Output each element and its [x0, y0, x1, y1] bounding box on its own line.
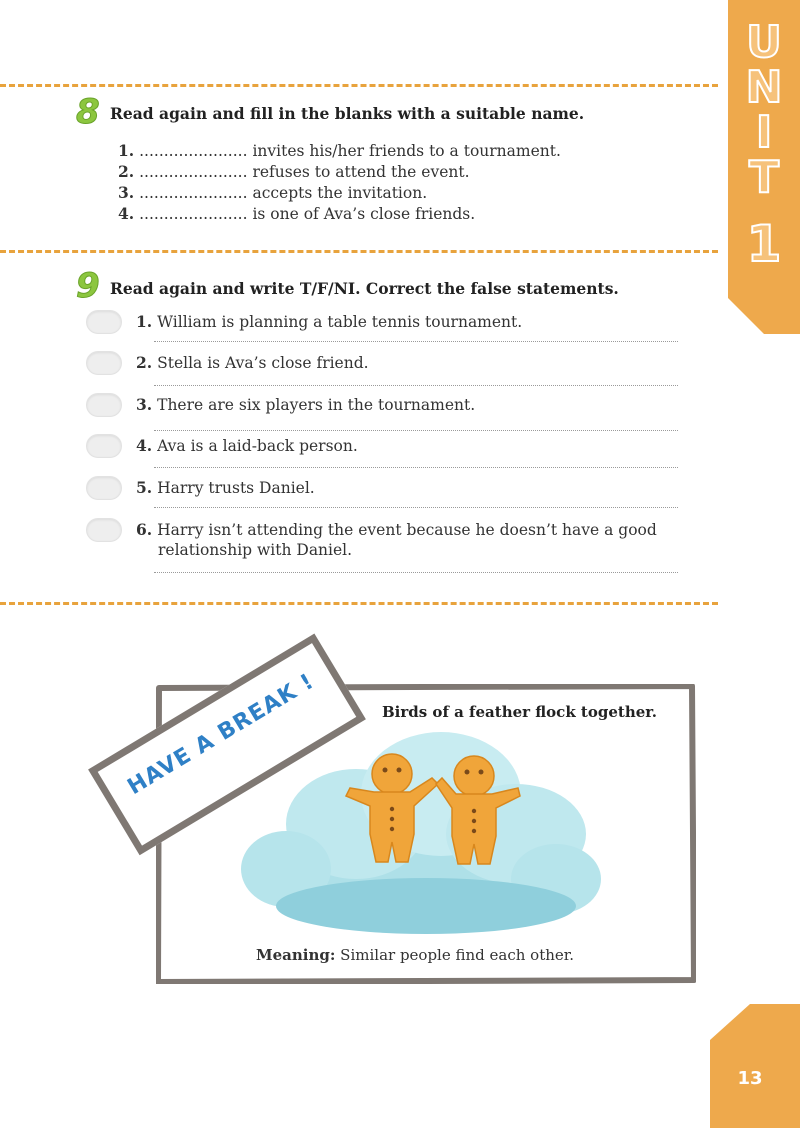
fill-blank-item[interactable] — [118, 162, 470, 181]
banner-text: HAVE A BREAK ! — [123, 669, 319, 801]
statement: 4. Ava is a laid-back person. — [136, 436, 358, 455]
answer-line[interactable] — [154, 341, 678, 342]
unit-letter: N — [745, 62, 783, 113]
proverb: Birds of a feather flock together. — [382, 703, 658, 721]
meaning — [256, 946, 574, 964]
item-text: accepts the invitation. — [247, 184, 428, 202]
fill-blank-item[interactable] — [118, 183, 427, 202]
exercise-number: 9 — [76, 266, 100, 306]
answer-line[interactable] — [154, 507, 678, 508]
statement: 2. Stella is Ava’s close friend. — [136, 353, 369, 372]
answer-line[interactable] — [154, 467, 678, 468]
section-divider — [0, 602, 718, 605]
fill-blank-item[interactable] — [118, 141, 561, 160]
item-text: is one of Ava’s close friends. — [247, 205, 476, 223]
meaning-label: Meaning: — [256, 946, 336, 964]
answer-oval[interactable] — [86, 476, 122, 500]
unit-number: 1 — [746, 215, 782, 273]
statement: 3. There are six players in the tournament. — [136, 395, 476, 414]
blank[interactable]: ...................... — [139, 163, 248, 181]
page-number-tab — [710, 1004, 800, 1128]
answer-oval[interactable] — [86, 351, 122, 375]
unit-letter: U — [746, 17, 782, 68]
answer-oval[interactable] — [86, 310, 122, 334]
exercise-instruction: Read again and write T/F/NI. Correct the false statements. — [110, 279, 619, 298]
item-number: 2. — [118, 162, 135, 181]
item-text: invites his/her friends to a tournament. — [247, 142, 561, 160]
exercise-number: 8 — [76, 92, 100, 132]
fill-blank-item[interactable] — [118, 204, 475, 223]
answer-oval[interactable] — [86, 434, 122, 458]
answer-line[interactable] — [154, 385, 678, 386]
blank[interactable]: ...................... — [139, 142, 248, 160]
exercise-instruction: Read again and fill in the blanks with a suitable name. — [110, 104, 585, 123]
item-text: refuses to attend the event. — [247, 163, 470, 181]
item-number: 4. — [118, 204, 135, 223]
unit-tab — [728, 0, 800, 334]
answer-oval[interactable] — [86, 518, 122, 542]
answer-line[interactable] — [154, 572, 678, 573]
page-number: 13 — [737, 1068, 763, 1089]
statement: 6. Harry isn’t attending the event because he doesn’t have a good — [136, 520, 657, 539]
blank[interactable]: ...................... — [139, 205, 248, 223]
section-divider — [0, 250, 718, 253]
item-number: 3. — [118, 183, 135, 202]
statement: 5. Harry trusts Daniel. — [136, 478, 315, 497]
section-divider — [0, 84, 718, 87]
unit-letter: T — [748, 152, 779, 203]
meaning-text: Similar people find each other. — [335, 946, 575, 964]
item-number: 1. — [118, 141, 135, 160]
answer-line[interactable] — [154, 430, 678, 431]
statement-continuation: relationship with Daniel. — [158, 541, 353, 559]
blank[interactable]: ...................... — [139, 184, 248, 202]
statement: 1. William is planning a table tennis tournament. — [136, 312, 523, 331]
unit-letter: I — [755, 107, 773, 158]
answer-oval[interactable] — [86, 393, 122, 417]
